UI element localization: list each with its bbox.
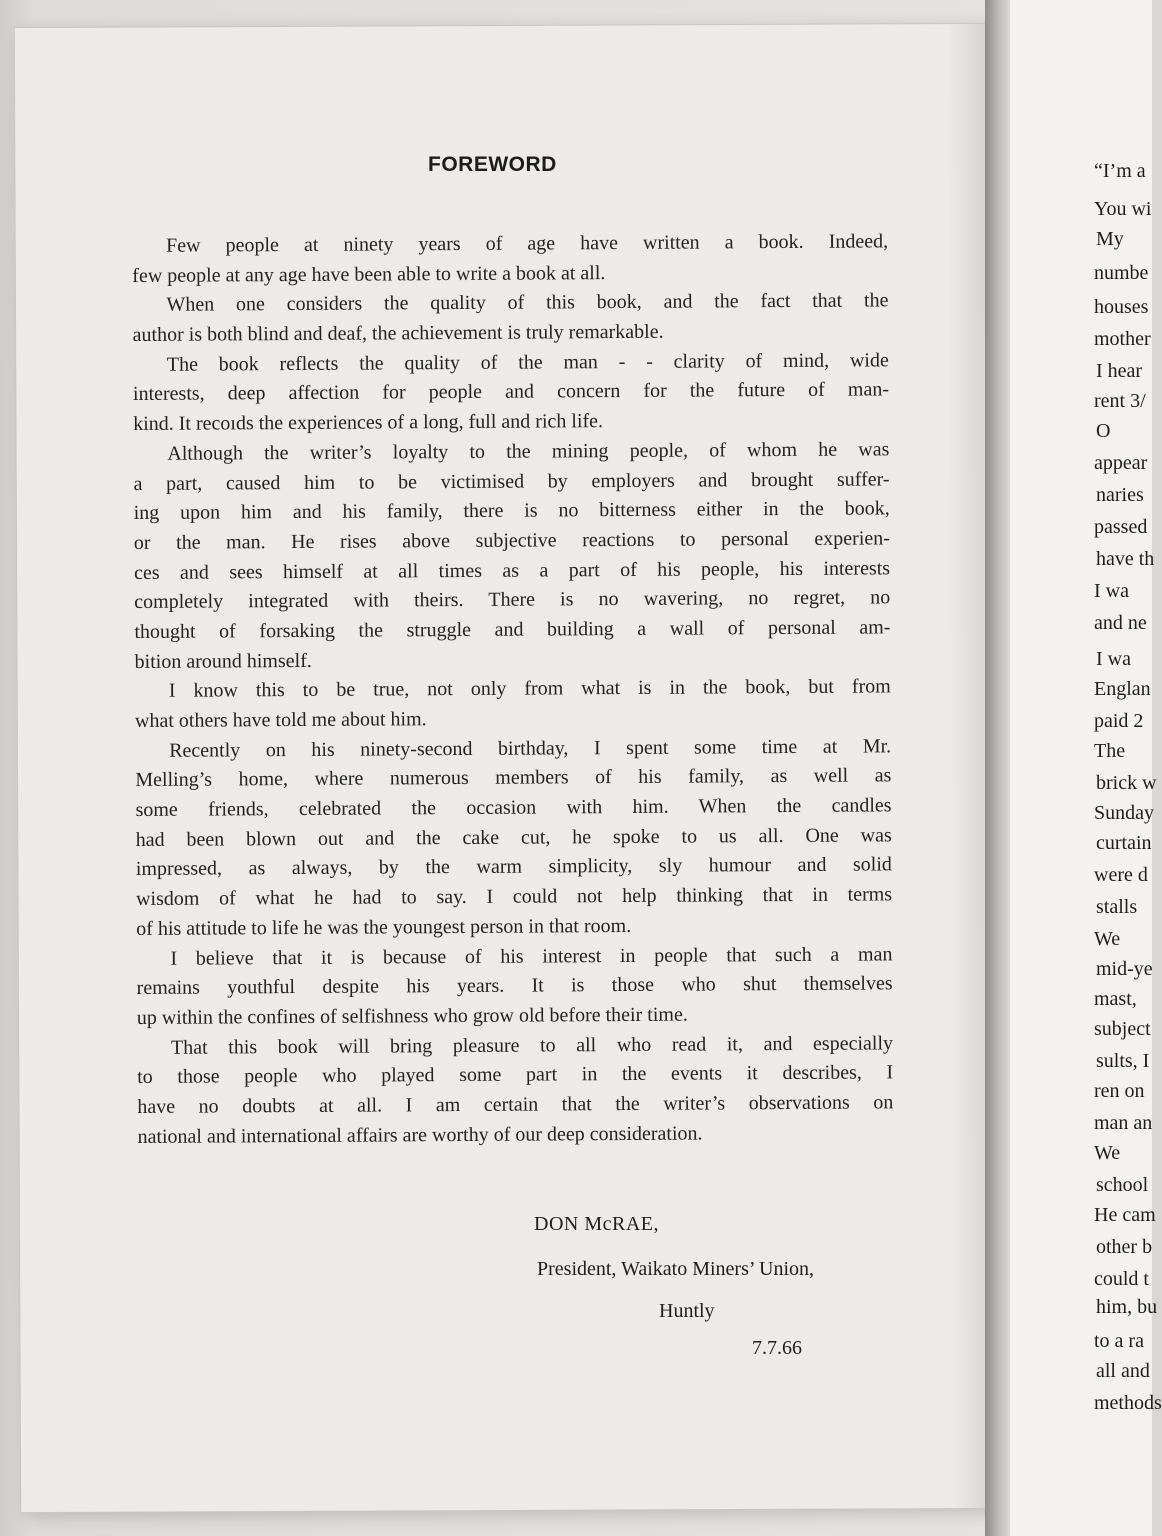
facing-page-text-fragment: paid 2	[1094, 710, 1144, 732]
text-line: national and international affairs are worthy of our deep consideration.	[137, 1122, 703, 1148]
facing-page-text-fragment: We	[1094, 928, 1121, 950]
facing-page-text-fragment: curtain	[1096, 832, 1152, 854]
facing-page-text-fragment: appear	[1094, 452, 1148, 474]
facing-page-text-fragment: You wi	[1094, 198, 1152, 220]
foreword-body	[132, 227, 894, 1152]
text-line: bition around himself.	[134, 649, 312, 673]
right-page	[1010, 0, 1162, 1536]
text-line: The book reflects the quality of the man - - clarity of mind, wide	[166, 349, 889, 376]
text-line: interests, deep affection for people and concern for the future of man-	[132, 378, 890, 406]
text-line: ces and sees himself at all times as a part of his people, his interests	[134, 556, 891, 584]
facing-page-text-fragment: We	[1094, 1142, 1121, 1164]
text-line: I believe that it is because of his interest in people that such a man	[170, 942, 893, 970]
text-line: a part, caused him to be victimised by employers and brought suffer-	[133, 467, 890, 495]
text-line: have no doubts at all. I am certain that the writer’s observations on	[137, 1091, 894, 1118]
text-line: of his attitude to life he was the youngest person in that room.	[136, 914, 632, 940]
facing-page-text-fragment: and ne	[1094, 612, 1147, 634]
signature-name: DON McRAE,	[534, 1213, 659, 1235]
facing-page-text-fragment: other b	[1096, 1236, 1153, 1258]
signature-date: 7.7.66	[752, 1337, 802, 1359]
facing-page-text-fragment: have th	[1096, 548, 1155, 570]
facing-page-text-fragment: mid-ye	[1096, 958, 1153, 980]
text-line: When one considers the quality of this book, and the fact that the	[166, 289, 889, 317]
text-line: completely integrated with theirs. There is no wavering, no regret, no	[134, 586, 891, 614]
text-line: impressed, as always, by the warm simplicity, sly humour and solid	[135, 853, 892, 881]
facing-page-text-fragment: He cam	[1094, 1204, 1156, 1226]
text-line: had been blown out and the cake cut, he spoke to us all. One was	[135, 824, 892, 851]
facing-page-text-fragment: school	[1096, 1174, 1149, 1196]
facing-page-text-fragment: I wa	[1096, 648, 1131, 670]
text-line: I know this to be true, not only from what is in the book, but from	[168, 675, 891, 703]
signature-place: Huntly	[659, 1300, 715, 1322]
facing-page-text-fragment: naries	[1096, 484, 1144, 506]
facing-page-text-fragment: brick w	[1096, 772, 1157, 794]
facing-page-text-fragment: all and	[1096, 1360, 1150, 1382]
facing-page-text-fragment: O	[1096, 420, 1111, 442]
text-line: Recently on his ninety-second birthday, I spent some time at Mr.	[169, 735, 892, 762]
facing-page-text-fragment: rent 3/	[1094, 390, 1146, 412]
facing-page-text-fragment: methods	[1094, 1392, 1162, 1414]
text-line: thought of forsaking the struggle and building a wall of personal am-	[134, 616, 891, 643]
text-line: wisdom of what he had to say. I could not help thinking that in terms	[136, 883, 893, 911]
facing-page-text-fragment: passed	[1094, 516, 1148, 538]
facing-page-text-fragment: man an	[1094, 1112, 1153, 1134]
facing-page-text-fragment: The	[1094, 740, 1126, 762]
facing-page-text-fragment: numbe	[1094, 262, 1149, 284]
facing-page-text-fragment: could t	[1094, 1268, 1149, 1290]
text-line: few people at any age have been able to write a book at all.	[132, 261, 606, 287]
text-line: or the man. He rises above subjective reactions to personal experien-	[133, 527, 890, 554]
facing-page-text-fragment: him, bu	[1096, 1296, 1158, 1318]
facing-page-text-fragment: stalls	[1096, 896, 1138, 918]
facing-page-text-fragment: ren on	[1094, 1080, 1145, 1102]
text-line: some friends, celebrated the occasion with him. When the candles	[135, 794, 892, 822]
facing-page-text-fragment: Sunday	[1094, 802, 1154, 824]
facing-page-text-fragment: houses	[1094, 296, 1149, 318]
facing-page-text-fragment: mast,	[1094, 988, 1137, 1010]
text-line: author is both blind and deaf, the achievement is truly remarkable.	[132, 320, 664, 347]
facing-page-text-fragment: Englan	[1094, 678, 1151, 700]
text-line: what others have told me about him.	[134, 708, 427, 732]
facing-page-text-fragment: sults, I	[1096, 1050, 1150, 1072]
facing-page-text-fragment: were d	[1094, 864, 1148, 886]
text-line: kind. It recoıds the experiences of a long, full and rich life.	[133, 410, 604, 436]
facing-page-text-fragment: “I’m a	[1094, 160, 1146, 182]
facing-page-text-fragment: subject	[1094, 1018, 1151, 1040]
text-line: Few people at ninety years of age have written a book. Indeed,	[166, 230, 889, 257]
text-line: remains youthful despite his years. It is those who shut themselves	[136, 972, 893, 1000]
text-line: Although the writer’s loyalty to the mining people, of whom he was	[167, 438, 890, 465]
page-heading: FOREWORD	[428, 153, 557, 176]
signature-title: President, Waikato Miners’ Union,	[537, 1258, 815, 1280]
text-line: That this book will bring pleasure to all who read it, and especially	[170, 1031, 894, 1059]
facing-page-text-fragment: mother	[1094, 328, 1151, 350]
facing-page-text-fragment: I wa	[1094, 580, 1129, 602]
facing-page-text-fragment: to a ra	[1094, 1330, 1144, 1352]
facing-page-text-fragment: My	[1096, 228, 1124, 250]
text-line: up within the confines of selfishness who grow old before their time.	[136, 1003, 688, 1029]
facing-page-text-fragment: I hear	[1096, 360, 1143, 382]
text-line: ing upon him and his family, there is no bitterness either in the book,	[133, 497, 890, 525]
text-line: Melling’s home, where numerous members of his family, as well as	[135, 764, 892, 792]
text-line: to those people who played some part in the events it describes, I	[137, 1061, 894, 1089]
